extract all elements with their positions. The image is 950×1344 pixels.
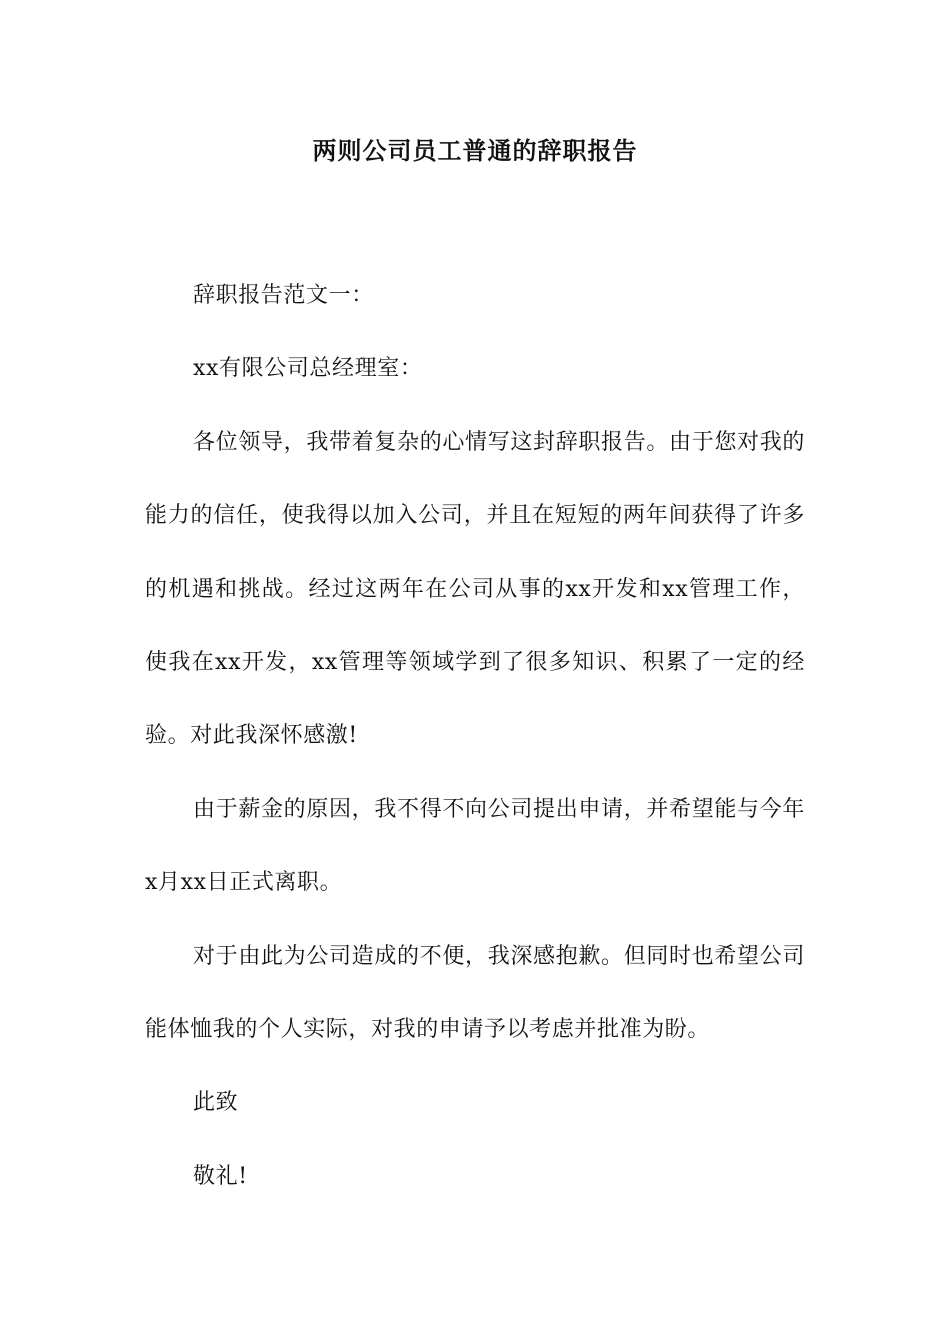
- section-heading: 辞职报告范文一：: [193, 283, 374, 308]
- salutation: xx有限公司总经理室：: [193, 356, 423, 382]
- document-body: [145, 259, 805, 1213]
- body-paragraph: 各位领导，我带着复杂的心情写这封辞职报告。由于您对我的能力的信任，使我得以加入公司，并且在短短的两年间获得了许多的机遇和挑战。经过这两年在公司从事的xx开发和xx管理工作，使我在xx开发，xx管理等领域学到了很多知识、积累了一定的经验。对此我深怀感激!: [145, 429, 805, 749]
- body-paragraph: 对于由此为公司造成的不便，我深感抱歉。但同时也希望公司能体恤我的个人实际，对我的申请予以考虑并批准为盼。: [145, 943, 805, 1043]
- document-title: 两则公司员工普通的辞职报告: [312, 136, 638, 165]
- body-paragraph: 由于薪金的原因，我不得不向公司提出申请，并希望能与今年x月xx日正式离职。: [145, 796, 805, 896]
- closing-line: 此致: [193, 1090, 239, 1116]
- closing-line: 敬礼!: [193, 1163, 248, 1189]
